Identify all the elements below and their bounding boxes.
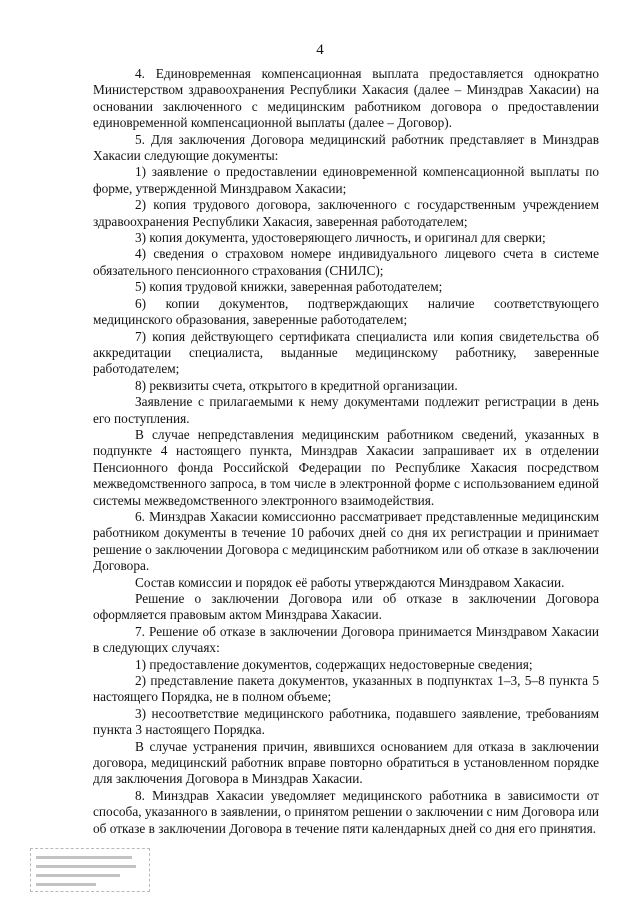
paragraph: Решение о заключении Договора или об отказе в заключении Договора оформляется правовым актом Минздрава Хакасии. [93,591,599,623]
stamp-line [36,856,132,859]
document-body [93,66,599,837]
registration-stamp [30,848,150,892]
paragraph: Состав комиссии и порядок её работы утверждаются Минздравом Хакасии. [135,574,565,590]
stamp-line [36,865,136,868]
paragraph: 3) копия документа, удостоверяющего личность, и оригинал для сверки; [135,230,546,246]
paragraph: 4. Единовременная компенсационная выплата предоставляется однократно Министерством здравоохранения Республики Хакасия (далее – Минздрав Хакасии) на основании заключенного с медицинским работником договора о предоставлении единовременной компенсационной выплаты (далее – Договор). [93,66,599,131]
paragraph: 7) копия действующего сертификата специалиста или копия свидетельства об аккредитации специалиста, выданные медицинскому работнику, заверенные работодателем; [93,328,599,377]
page-number: 4 [316,42,324,58]
stamp-line [36,883,96,886]
paragraph: В случае непредставления медицинским работником сведений, указанных в подпункте 4 настоящего пункта, Минздрав Хакасии запрашивает их в отделении Пенсионного фонда Российской Федерации по Республике Хакасия посредством межведомственного запроса, в том числе в электронной форме с использованием единой системы межведомственного электронного взаимодействия. [93,426,599,508]
paragraph: 8. Минздрав Хакасии уведомляет медицинского работника в зависимости от способа, указанного в заявлении, о принятом решении о заключении с ним Договора или об отказе в заключении Договора в течение пяти календарных дней со дня его принятия. [93,787,599,836]
paragraph: 2) копия трудового договора, заключенного с государственным учреждением здравоохранения Республики Хакасия, заверенная работодателем; [93,197,599,229]
paragraph: В случае устранения причин, явившихся основанием для отказа в заключении договора, медицинский работник вправе повторно обратиться в установленном порядке для заключения Договора в Минздрав Хакасии. [93,738,599,787]
paragraph: 1) предоставление документов, содержащих недостоверные сведения; [135,656,533,672]
paragraph: 5) копия трудовой книжки, заверенная работодателем; [135,279,443,295]
paragraph: 6) копии документов, подтверждающих наличие соответствующего медицинского образования, заверенные работодателем; [93,295,599,328]
paragraph: 5. Для заключения Договора медицинский работник представляет в Минздрав Хакасии следующие документы: [93,131,599,164]
paragraph: 3) несоответствие медицинского работника, подавшего заявление, требованиям пункта 3 настоящего Порядка. [93,705,599,738]
paragraph: 6. Минздрав Хакасии комиссионно рассматривает представленные медицинским работником документы в течение 10 рабочих дней со дня их регистрации и принимает решение о заключении Договора с медицинским работником или об отказе в заключении Договора. [93,508,599,574]
stamp-line [36,874,120,877]
paragraph: 8) реквизиты счета, открытого в кредитной организации. [135,377,458,393]
paragraph: 4) сведения о страховом номере индивидуального лицевого счета в системе обязательного пенсионного страхования (СНИЛС); [93,246,599,278]
paragraph: 1) заявление о предоставлении единовременной компенсационной выплаты по форме, утвержденной Минздравом Хакасии; [93,164,599,196]
paragraph: 7. Решение об отказе в заключении Договора принимается Минздравом Хакасии в следующих случаях: [93,623,599,656]
paragraph: Заявление с прилагаемыми к нему документами подлежит регистрации в день его поступления. [93,394,599,426]
paragraph: 2) представление пакета документов, указанных в подпунктах 1–3, 5–8 пункта 5 настоящего Порядка, не в полном объеме; [93,673,599,705]
